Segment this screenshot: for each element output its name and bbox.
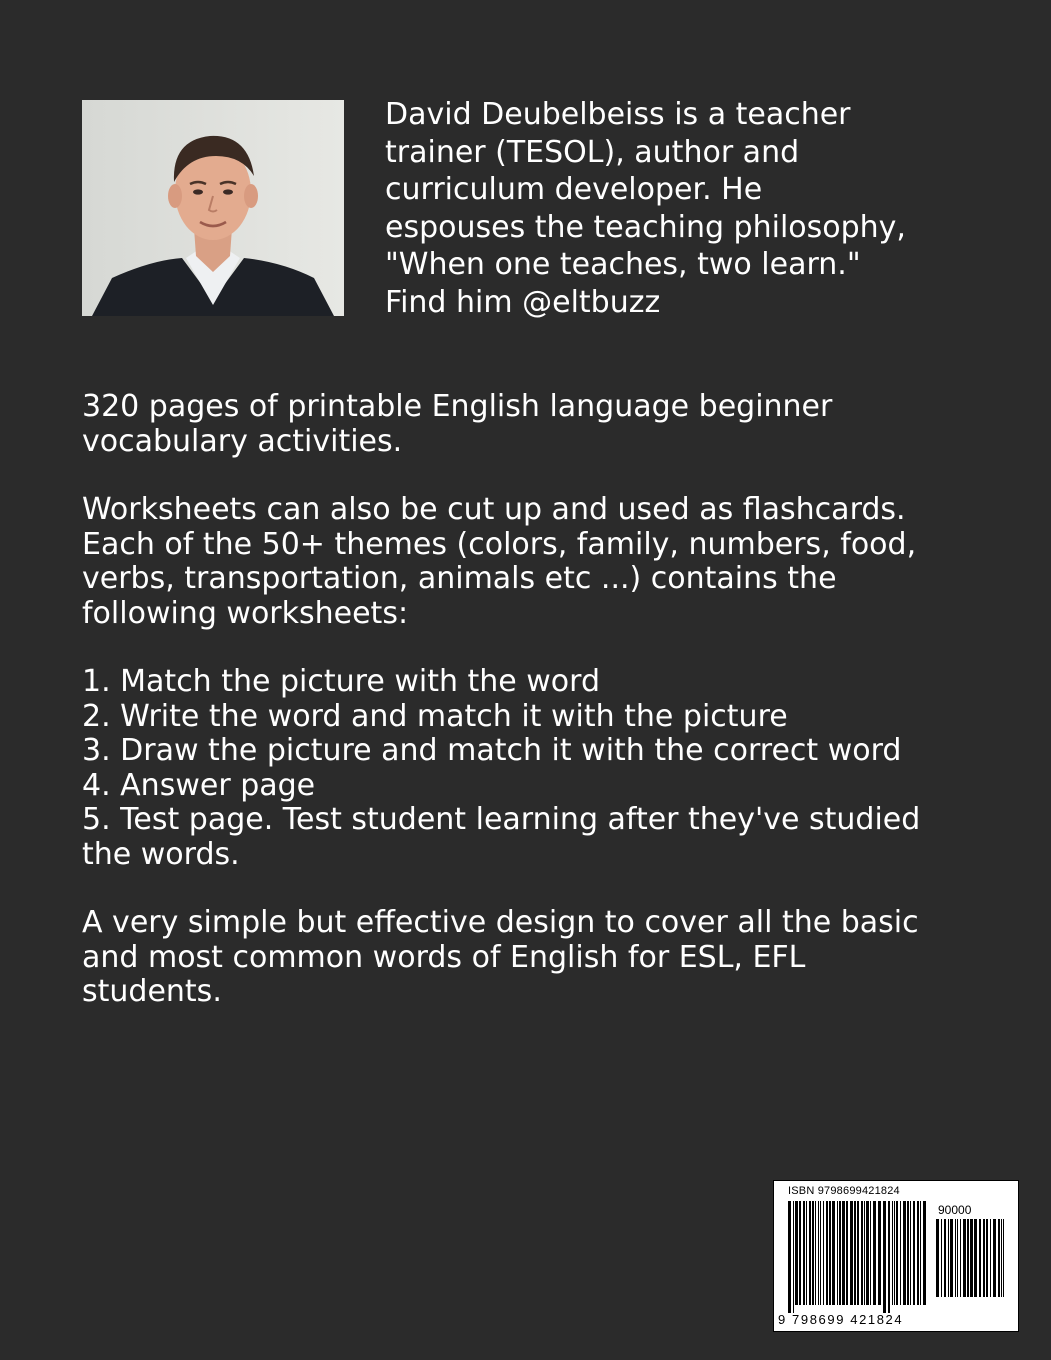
barcode-bar bbox=[883, 1201, 886, 1313]
barcode-bar bbox=[788, 1201, 791, 1313]
barcode-bar bbox=[866, 1201, 869, 1305]
closing-paragraph bbox=[82, 906, 1022, 1010]
barcode-bar bbox=[812, 1201, 814, 1305]
worksheet-list bbox=[82, 665, 1022, 872]
ean-barcode-bars bbox=[788, 1201, 928, 1313]
barcode-bar bbox=[957, 1219, 958, 1297]
barcode-bar bbox=[854, 1201, 856, 1305]
barcode-bar bbox=[990, 1219, 991, 1297]
barcode-bar bbox=[907, 1201, 909, 1305]
barcode-bar bbox=[983, 1219, 985, 1297]
bio-line: Find him @eltbuzz bbox=[385, 284, 661, 320]
list-item: 3. Draw the picture and match it with the correct word bbox=[82, 733, 902, 768]
barcode-bar bbox=[1003, 1219, 1004, 1297]
intro-paragraph bbox=[82, 390, 1022, 459]
text-line: Worksheets can also be cut up and used as flashcards. bbox=[82, 492, 906, 527]
barcode-bar bbox=[944, 1219, 946, 1297]
barcode-bar bbox=[970, 1219, 973, 1297]
barcode-bar bbox=[803, 1201, 805, 1305]
barcode-bar bbox=[806, 1201, 807, 1305]
bio-line: "When one teaches, two learn." bbox=[385, 247, 861, 282]
barcode-bar bbox=[948, 1219, 949, 1297]
list-item: 5. Test page. Test student learning after they've studied bbox=[82, 802, 921, 837]
barcode-bar bbox=[894, 1201, 895, 1305]
barcode-bar bbox=[842, 1201, 845, 1305]
barcode-bar bbox=[818, 1201, 819, 1305]
text-line: students. bbox=[82, 974, 222, 1009]
barcode-bar bbox=[809, 1201, 811, 1305]
bio-line: trainer (TESOL), author and bbox=[385, 134, 800, 170]
list-item: 2. Write the word and match it with the picture bbox=[82, 698, 788, 734]
barcode-bar bbox=[993, 1219, 996, 1297]
barcode-bar bbox=[850, 1201, 853, 1305]
text-line: Each of the 50+ themes (colors, family, numbers, food, bbox=[82, 526, 917, 562]
barcode-bar bbox=[837, 1201, 838, 1305]
barcode-bar bbox=[820, 1201, 821, 1305]
text-line: following worksheets: bbox=[82, 595, 409, 631]
barcode-bar bbox=[795, 1201, 798, 1305]
ean-digits: 9 798699 421824 bbox=[778, 1312, 904, 1327]
list-item: 1. Match the picture with the word bbox=[82, 664, 601, 699]
bio-line: espouses the teaching philosophy, bbox=[385, 209, 906, 245]
list-item: 4. Answer page bbox=[82, 767, 316, 803]
barcode-bar bbox=[832, 1201, 835, 1305]
addon-barcode-bars bbox=[936, 1219, 1006, 1305]
barcode-bar bbox=[917, 1201, 919, 1305]
text-line: and most common words of English for ESL, EFL bbox=[82, 939, 806, 975]
barcode-bar bbox=[839, 1201, 841, 1305]
barcode-bar bbox=[986, 1219, 988, 1297]
isbn-label: ISBN 9798699421824 bbox=[788, 1185, 900, 1197]
barcode-bar bbox=[979, 1219, 981, 1297]
author-photo bbox=[82, 100, 344, 316]
barcode-bar bbox=[936, 1219, 939, 1297]
barcode-bar bbox=[878, 1201, 881, 1305]
bio-line: curriculum developer. He bbox=[385, 172, 763, 207]
barcode-bar bbox=[941, 1219, 942, 1297]
barcode-bar bbox=[910, 1201, 911, 1305]
barcode-bar bbox=[823, 1201, 824, 1305]
barcode-bar bbox=[963, 1219, 966, 1297]
text-line: verbs, transportation, animals etc ...) contains the bbox=[82, 561, 837, 596]
barcode-bar bbox=[920, 1201, 921, 1305]
barcode-bar bbox=[998, 1219, 1000, 1297]
text-line: 320 pages of printable English language beginner bbox=[82, 389, 833, 424]
barcode-bar bbox=[799, 1201, 801, 1305]
barcode-bar bbox=[974, 1219, 977, 1297]
barcode-bar bbox=[826, 1201, 828, 1305]
bio-line: David Deubelbeiss is a teacher bbox=[385, 97, 851, 132]
barcode-bar bbox=[815, 1201, 816, 1305]
barcode-bar bbox=[913, 1201, 915, 1305]
barcode-bar bbox=[967, 1219, 969, 1297]
barcode-bar bbox=[950, 1219, 953, 1297]
author-bio bbox=[385, 96, 1025, 321]
worksheets-paragraph bbox=[82, 493, 1022, 631]
barcode-bar bbox=[870, 1201, 871, 1305]
barcode-bar bbox=[900, 1201, 901, 1305]
barcode-bar bbox=[955, 1219, 956, 1297]
barcode-bar bbox=[829, 1201, 831, 1305]
barcode-bar bbox=[903, 1201, 906, 1305]
book-description bbox=[82, 390, 1022, 1010]
text-line: A very simple but effective design to cover all the basic bbox=[82, 905, 919, 940]
barcode-bar bbox=[864, 1201, 865, 1305]
author-portrait-icon bbox=[82, 100, 344, 316]
barcode-bar bbox=[846, 1201, 848, 1305]
isbn-barcode bbox=[773, 1180, 1019, 1332]
barcode-bar bbox=[960, 1219, 961, 1297]
barcode-bar bbox=[1001, 1219, 1002, 1297]
barcode-bar bbox=[892, 1201, 893, 1305]
barcode-bar bbox=[888, 1201, 890, 1313]
list-item: the words. bbox=[82, 836, 240, 872]
barcode-bar bbox=[793, 1201, 794, 1313]
barcode-bar bbox=[861, 1201, 863, 1305]
barcode-bar bbox=[896, 1201, 898, 1305]
barcode-bar bbox=[857, 1201, 859, 1305]
barcode-bar bbox=[873, 1201, 876, 1305]
price-code: 90000 bbox=[938, 1203, 972, 1217]
barcode-bar bbox=[923, 1201, 926, 1305]
text-line: vocabulary activities. bbox=[82, 423, 403, 459]
